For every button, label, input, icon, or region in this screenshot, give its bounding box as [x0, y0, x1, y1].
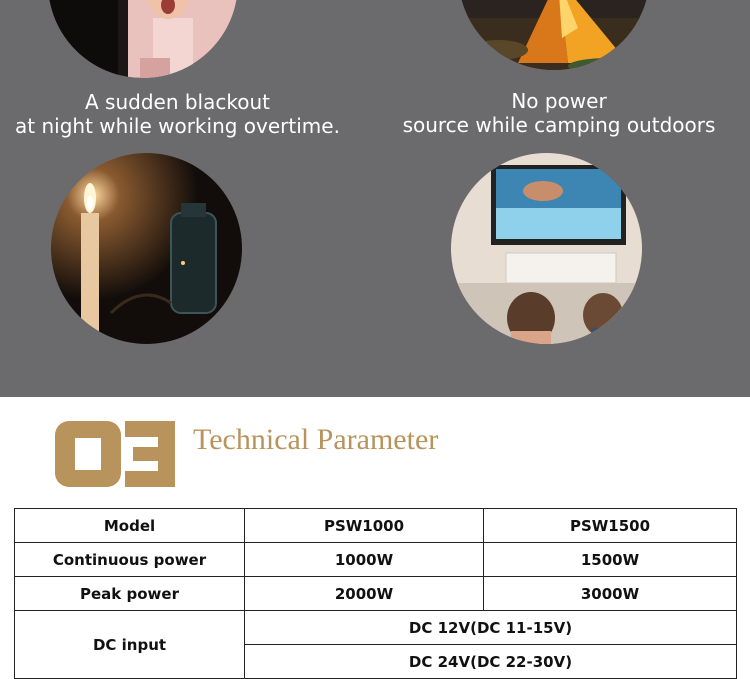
spec-table — [14, 508, 737, 679]
cell-value: 3000W — [484, 577, 737, 611]
row-label-continuous-power: Continuous power — [15, 543, 245, 577]
column-header-psw1500: PSW1500 — [484, 509, 737, 543]
tv-scene-art — [451, 153, 642, 344]
dc-input-option: DC 12V(DC 11-15V) — [245, 611, 737, 645]
office-scene-image — [48, 0, 238, 78]
cell-value: 2000W — [245, 577, 484, 611]
office-caption-line-2: at night while working overtime. — [15, 114, 340, 138]
table-row — [15, 543, 737, 577]
section-number-03-icon — [55, 421, 180, 487]
table-row — [15, 611, 737, 645]
table-row — [15, 577, 737, 611]
dc-input-option: DC 24V(DC 22-30V) — [245, 645, 737, 679]
camping-caption-line-2: source while camping outdoors — [402, 113, 716, 137]
cell-value: 1000W — [245, 543, 484, 577]
candle-scene-art — [51, 153, 242, 344]
row-label-dc-input: DC input — [15, 611, 245, 679]
office-caption — [0, 90, 355, 138]
row-label-peak-power: Peak power — [15, 577, 245, 611]
camping-caption — [375, 89, 743, 137]
column-header-psw1000: PSW1000 — [245, 509, 484, 543]
candle-scene-image — [51, 153, 242, 344]
tv-scene-image — [451, 153, 642, 344]
table-header-row — [15, 509, 737, 543]
column-header-model: Model — [15, 509, 245, 543]
camping-scene-image — [458, 0, 650, 70]
camping-caption-line-1: No power — [511, 89, 607, 113]
section-title: Technical Parameter — [193, 423, 439, 456]
office-caption-line-1: A sudden blackout — [85, 90, 270, 114]
cell-value: 1500W — [484, 543, 737, 577]
camping-scene-art — [458, 0, 650, 70]
office-scene-art — [48, 0, 238, 78]
